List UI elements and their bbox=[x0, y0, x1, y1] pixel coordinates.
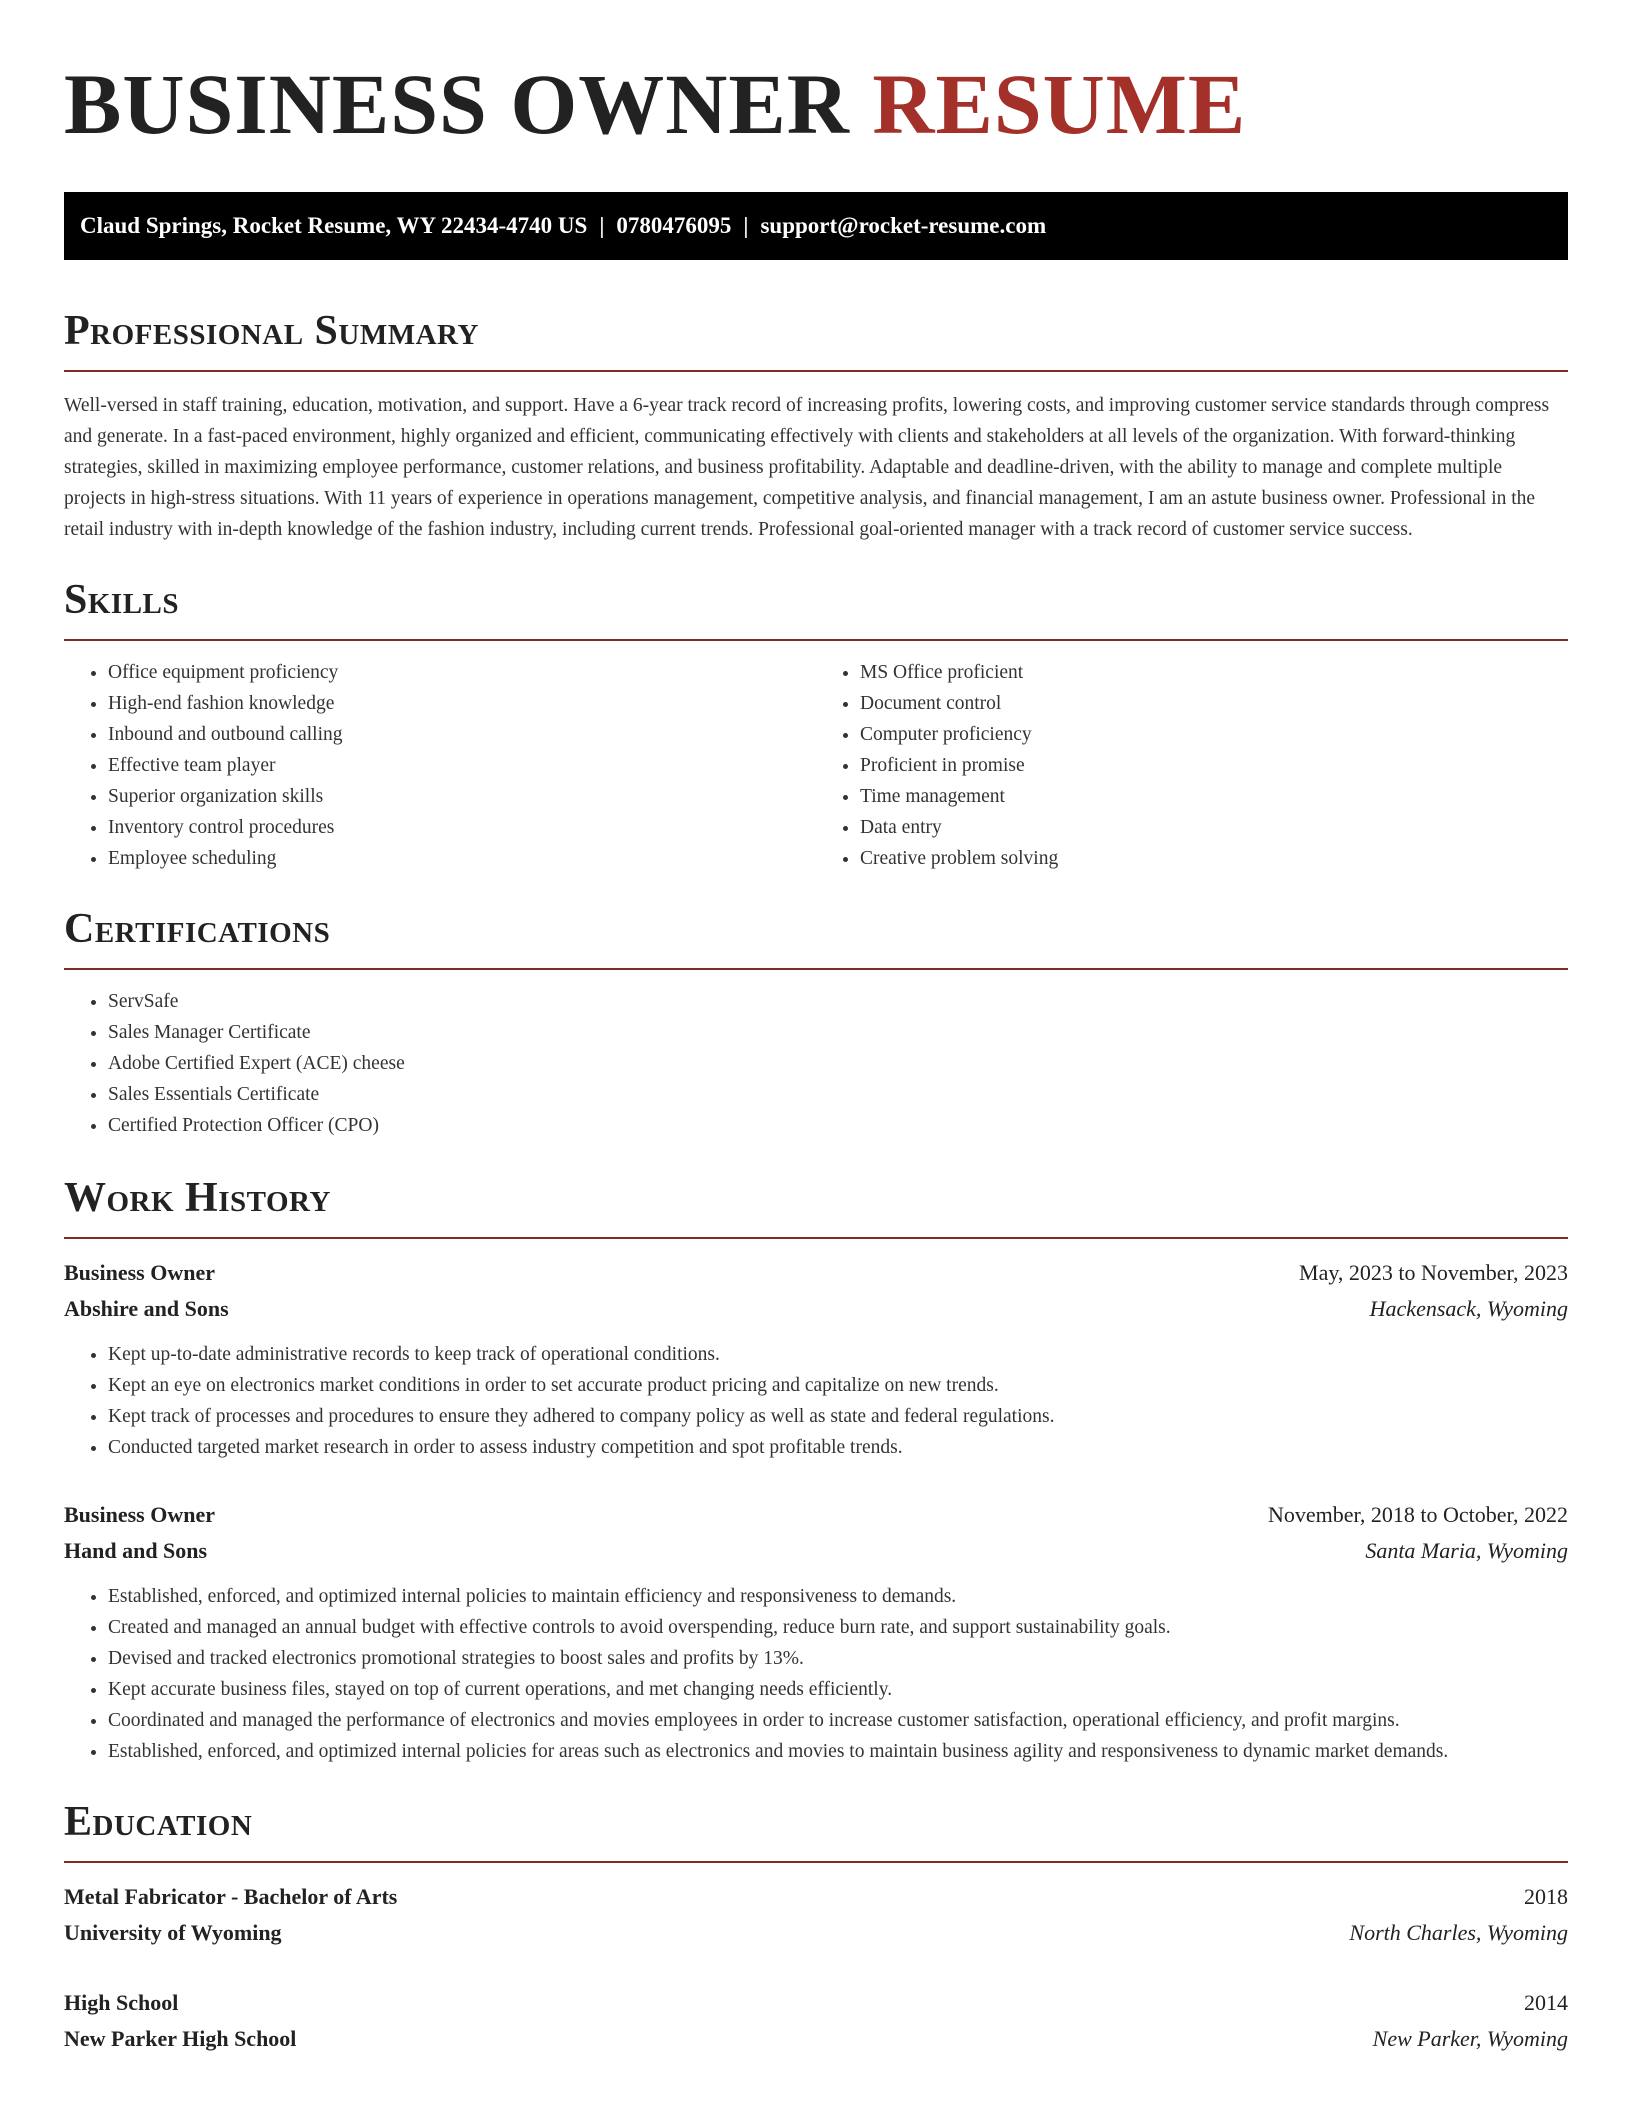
job-bullet: • Kept accurate business files, stayed on top of current operations, and met changing needs efficiently. bbox=[108, 1674, 1568, 1705]
job-header bbox=[64, 1255, 1568, 1291]
job-bullet: • Established, enforced, and optimized internal policies for areas such as electronics and movies to maintain business agility and responsiveness to dynamic market demands. bbox=[108, 1736, 1568, 1767]
job-bullet: • Kept track of processes and procedures to ensure they adhered to company policy as well as state and federal regulations. bbox=[108, 1401, 1568, 1432]
job-bullet: • Kept up-to-date administrative records to keep track of operational conditions. bbox=[108, 1339, 1568, 1370]
certifications-list bbox=[64, 986, 1568, 1141]
job-bullet: • Conducted targeted market research in order to assess industry competition and spot profitable trends. bbox=[108, 1432, 1568, 1463]
job-entry bbox=[64, 1497, 1568, 1767]
job-dates: May, 2023 to November, 2023 bbox=[1299, 1260, 1568, 1285]
skills-list-right bbox=[816, 657, 1568, 874]
skill-item: • Superior organization skills bbox=[108, 781, 816, 812]
work-section bbox=[64, 1171, 1568, 1767]
contact-separator: | bbox=[599, 213, 605, 238]
summary-text: Well-versed in staff training, education, motivation, and support. Have a 6-year track record of increasing profits, lowering costs, and improving customer service standards through compress and generate. In a fast-paced environment, highly organized and efficient, communicating effectively with clients and stakeholders at all levels of the organization. With forward-thinking strategies, skilled in maximizing employee performance, customer relations, and business profitability. Adaptable and deadline-driven, with the ability to manage and complete multiple projects in high-stress situations. With 11 years of experience in operations management, competitive analysis, and financial management, I am an astute business owner. Professional in the retail industry with in-depth knowledge of the fashion industry, including current trends. Professional goal-oriented manager with a track record of customer service success. bbox=[64, 395, 1550, 540]
contact-bar bbox=[64, 192, 1568, 260]
summary-section bbox=[64, 304, 1568, 545]
title-main: BUSINESS OWNER bbox=[64, 56, 850, 152]
skill-item: • MS Office proficient bbox=[860, 657, 1568, 688]
education-entry bbox=[64, 1985, 1568, 2057]
skills-columns bbox=[64, 657, 1568, 874]
contact-address: Claud Springs, Rocket Resume, WY 22434-4740 US bbox=[80, 213, 588, 238]
skill-item: • Time management bbox=[860, 781, 1568, 812]
skill-item: • Document control bbox=[860, 688, 1568, 719]
job-dates: November, 2018 to October, 2022 bbox=[1267, 1502, 1568, 1527]
resume-title bbox=[64, 58, 1568, 150]
skill-item: • Employee scheduling bbox=[108, 843, 816, 874]
job-role: Business Owner bbox=[64, 1260, 215, 1285]
education-school: University of Wyoming bbox=[64, 1920, 282, 1945]
education-school: New Parker High School bbox=[64, 2026, 297, 2051]
certifications-heading: Certifications bbox=[64, 906, 331, 952]
skill-item: • High-end fashion knowledge bbox=[108, 688, 816, 719]
skill-item: • Computer proficiency bbox=[860, 719, 1568, 750]
job-entry bbox=[64, 1255, 1568, 1463]
job-bullet: • Coordinated and managed the performance of electronics and movies employees in order to increase customer satisfaction, operational efficiency, and profit margins. bbox=[108, 1705, 1568, 1736]
title-accent: RESUME bbox=[872, 56, 1247, 152]
job-bullet: • Kept an eye on electronics market conditions in order to set accurate product pricing and capitalize on new trends. bbox=[108, 1370, 1568, 1401]
job-bullets bbox=[64, 1339, 1568, 1463]
education-location: New Parker, Wyoming bbox=[1372, 2026, 1568, 2051]
education-degree: Metal Fabricator - Bachelor of Arts bbox=[64, 1884, 398, 1909]
skill-item: • Creative problem solving bbox=[860, 843, 1568, 874]
certification-item: • Sales Essentials Certificate bbox=[108, 1079, 1568, 1110]
contact-separator: | bbox=[743, 213, 749, 238]
skill-item: • Effective team player bbox=[108, 750, 816, 781]
certification-item: • Adobe Certified Expert (ACE) cheese bbox=[108, 1048, 1568, 1079]
summary-heading: Professional Summary bbox=[64, 308, 479, 354]
education-year: 2014 bbox=[1524, 1990, 1568, 2015]
education-heading: Education bbox=[64, 1799, 253, 1845]
certification-item: • Sales Manager Certificate bbox=[108, 1017, 1568, 1048]
job-role: Business Owner bbox=[64, 1502, 215, 1527]
education-header bbox=[64, 1879, 1568, 1915]
section-divider bbox=[64, 370, 1568, 372]
education-header bbox=[64, 1985, 1568, 2021]
contact-email[interactable]: support@rocket-resume.com bbox=[760, 213, 1047, 238]
education-entry bbox=[64, 1879, 1568, 1951]
contact-phone: 0780476095 bbox=[616, 213, 732, 238]
certification-item: • Certified Protection Officer (CPO) bbox=[108, 1110, 1568, 1141]
education-location: North Charles, Wyoming bbox=[1349, 1920, 1568, 1945]
job-company: Abshire and Sons bbox=[64, 1296, 229, 1321]
job-subheader bbox=[64, 1533, 1568, 1569]
skill-item: • Inventory control procedures bbox=[108, 812, 816, 843]
education-degree: High School bbox=[64, 1990, 179, 2015]
certifications-section bbox=[64, 902, 1568, 1141]
job-location: Santa Maria, Wyoming bbox=[1365, 1538, 1568, 1563]
skill-item: • Inbound and outbound calling bbox=[108, 719, 816, 750]
job-bullet: • Created and managed an annual budget with effective controls to avoid overspending, reduce burn rate, and support sustainability goals. bbox=[108, 1612, 1568, 1643]
job-bullet: • Established, enforced, and optimized internal policies to maintain efficiency and responsiveness to demands. bbox=[108, 1581, 1568, 1612]
section-divider bbox=[64, 639, 1568, 641]
education-subheader bbox=[64, 2021, 1568, 2057]
job-location: Hackensack, Wyoming bbox=[1369, 1296, 1568, 1321]
work-heading: Work History bbox=[64, 1175, 331, 1221]
job-header bbox=[64, 1497, 1568, 1533]
skills-heading: Skills bbox=[64, 577, 180, 623]
certification-item: • ServSafe bbox=[108, 986, 1568, 1017]
job-subheader bbox=[64, 1291, 1568, 1327]
skills-list-left bbox=[64, 657, 816, 874]
education-year: 2018 bbox=[1524, 1884, 1568, 1909]
job-company: Hand and Sons bbox=[64, 1538, 208, 1563]
education-subheader bbox=[64, 1915, 1568, 1951]
education-section bbox=[64, 1795, 1568, 2057]
skills-section bbox=[64, 573, 1568, 874]
section-divider bbox=[64, 1861, 1568, 1863]
job-bullet: • Devised and tracked electronics promotional strategies to boost sales and profits by 13%. bbox=[108, 1643, 1568, 1674]
skill-item: • Office equipment proficiency bbox=[108, 657, 816, 688]
skill-item: • Data entry bbox=[860, 812, 1568, 843]
skill-item: • Proficient in promise bbox=[860, 750, 1568, 781]
job-bullets bbox=[64, 1581, 1568, 1767]
section-divider bbox=[64, 968, 1568, 970]
section-divider bbox=[64, 1237, 1568, 1239]
